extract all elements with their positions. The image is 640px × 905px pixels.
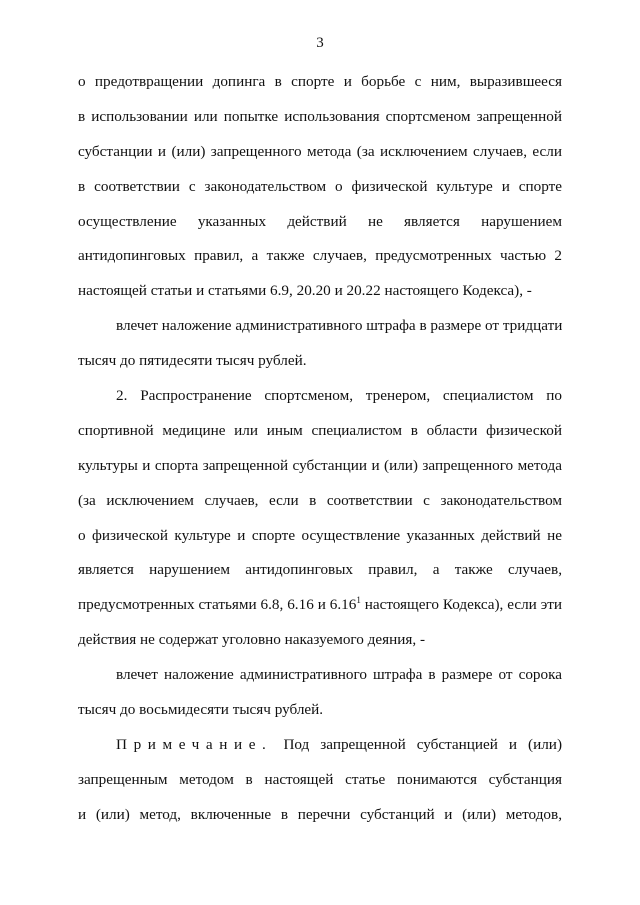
text-fragment: предусмотренных статьями 6.8, 6.16 и 6.16 [78,596,357,614]
text-line: в соответствии с законодательством о физической культуре и спорте [78,177,562,195]
text-line: тысяч до восьмидесяти тысяч рублей. [78,700,324,718]
text-line: настоящей статьи и статьями 6.9, 20.20 и 20.22 настоящего Кодекса), - [78,282,532,300]
text-line: в использовании или попытке использования спортсменом запрещенной [78,107,562,125]
text-line: культуры и спорта запрещенной субстанции и (или) запрещенного метода [78,456,562,474]
note-heading: Примечание. [116,736,273,753]
text-line: 2. Распространение спортсменом, тренером, специалистом по [116,387,562,404]
paragraph-continuation [78,65,562,309]
text-fragment: настоящего Кодекса), если эти [360,596,562,614]
text-line: (за исключением случаев, если в соответствии с законодательством [78,491,562,509]
text-line: о физической культуре и спорте осуществление указанных действий не [78,526,562,544]
text-line: и (или) метод, включенные в перечни субстанций и (или) методов, [78,805,562,823]
paragraph-note [78,728,562,833]
text-line: антидопинговых правил, а также случаев, предусмотренных частью 2 [78,247,562,265]
text-line [78,728,562,763]
text-line: спортивной медицине или иным специалистом в области физической [78,421,562,439]
text-line: влечет наложение административного штрафа в размере от тридцати [116,317,563,334]
text-line: является нарушением антидопинговых правил, а также случаев, [78,561,562,579]
text-fragment: Под запрещенной субстанцией и (или) [272,736,562,753]
text-line: субстанции и (или) запрещенного метода (за исключением случаев, если [78,142,562,160]
text-line: тысяч до пятидесяти тысяч рублей. [78,351,307,369]
page-number: 3 [316,35,324,51]
paragraph-part-2 [78,379,562,658]
text-line [78,588,562,623]
paragraph-penalty-2 [78,658,562,728]
paragraph-penalty-1 [78,309,562,379]
text-line: осуществление указанных действий не является нарушением [78,212,562,230]
text-line: о предотвращении допинга в спорте и борьбе с ним, выразившееся [78,73,562,90]
superscript: 1 [356,595,361,606]
text-line: влечет наложение административного штрафа в размере от сорока [116,666,562,683]
text-line: запрещенным методом в настоящей статье понимаются субстанция [78,770,562,788]
text-line: действия не содержат уголовно наказуемого деяния, - [78,631,426,649]
